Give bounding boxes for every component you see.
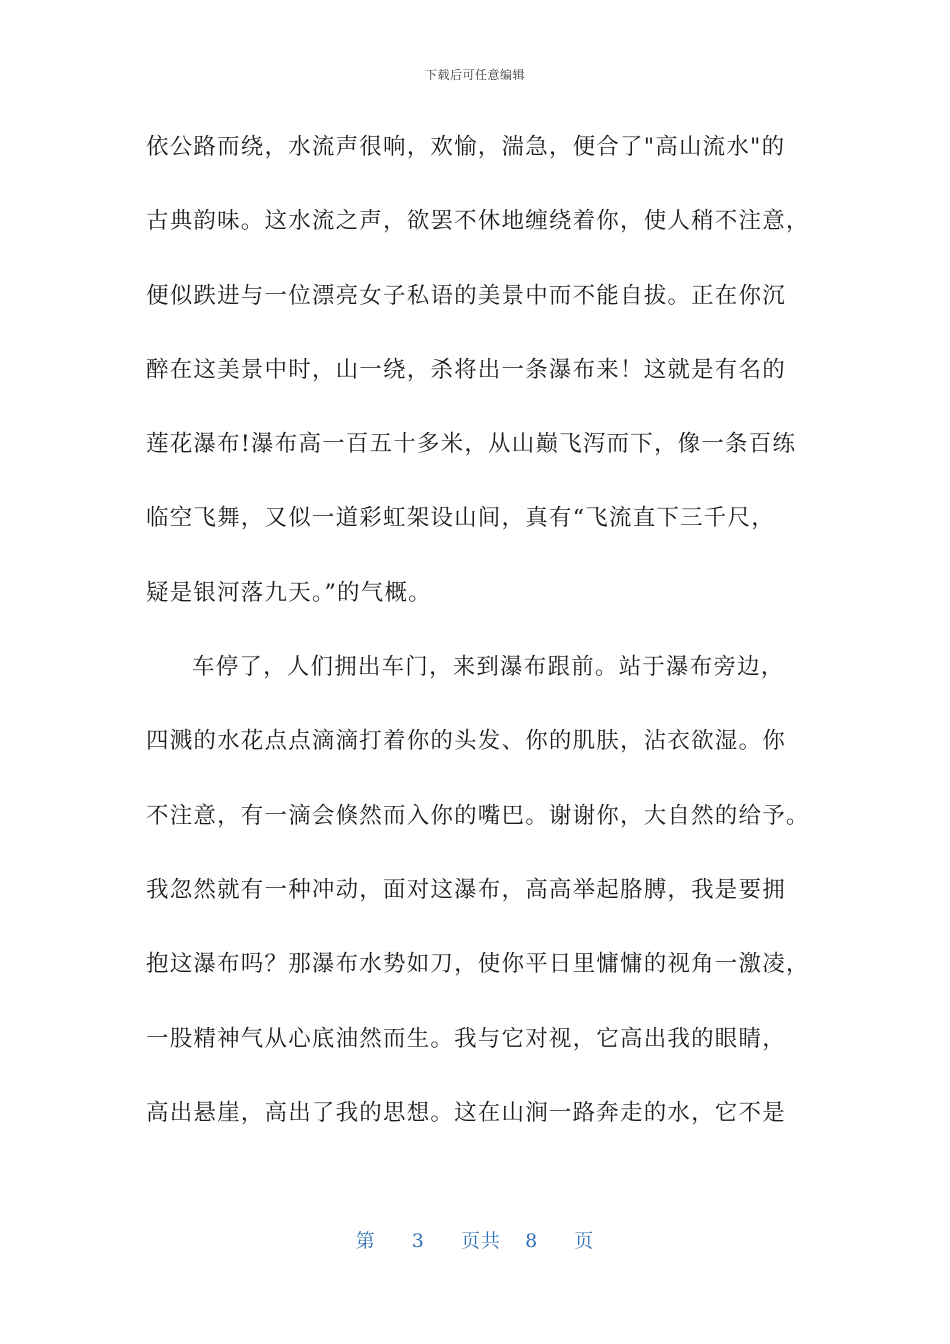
page-footer	[0, 1226, 950, 1253]
footer-middle: 页共	[460, 1230, 501, 1252]
page-header: 下载后可任意编辑	[424, 68, 525, 82]
footer-total-pages: 8	[525, 1230, 539, 1252]
text-line-13: 一股精神气从心底油然而生。我与它对视，它高出我的眼睛，	[146, 1025, 786, 1052]
text-line-2: 古典韵味。这水流之声，欲罢不休地缠绕着你，使人稍不注意，	[146, 208, 810, 235]
text-line-8: 车停了，人们拥出车门，来到瀑布跟前。站于瀑布旁边，	[192, 654, 785, 681]
text-line-9: 四溅的水花点点滴滴打着你的头发、你的肌肤，沾衣欲湿。你	[146, 728, 786, 755]
text-line-1: 依公路而绕，水流声很响，欢愉，湍急，便合了"高山流水"的	[146, 134, 786, 160]
footer-prefix: 第	[355, 1230, 376, 1252]
footer-suffix: 页	[574, 1230, 595, 1252]
text-line-5: 莲花瀑布!瀑布高一百五十多米，从山巅飞泻而下，像一条百练	[146, 431, 797, 458]
text-line-10: 不注意，有一滴会倏然而入你的嘴巴。谢谢你，大自然的给予。	[146, 802, 810, 829]
text-line-4: 醉在这美景中时，山一绕，杀将出一条瀑布来！这就是有名的	[146, 356, 786, 383]
footer-current-page: 3	[411, 1230, 425, 1252]
text-line-6: 临空飞舞，又似一道彩虹架设山间，真有“飞流直下三千尺，	[146, 505, 775, 532]
text-line-12: 抱这瀑布吗？那瀑布水势如刀，使你平日里慵慵的视角一激凌，	[146, 951, 810, 978]
text-line-11: 我忽然就有一种冲动，面对这瀑布，高高举起胳膊，我是要拥	[146, 876, 786, 903]
text-line-14: 高出悬崖，高出了我的思想。这在山涧一路奔走的水，它不是	[146, 1099, 786, 1126]
text-line-7: 疑是银河落九天。”的气概。	[146, 579, 432, 606]
document-body	[146, 125, 810, 1165]
text-line-3: 便似跌进与一位漂亮女子私语的美景中而不能自拔。正在你沉	[146, 282, 786, 309]
